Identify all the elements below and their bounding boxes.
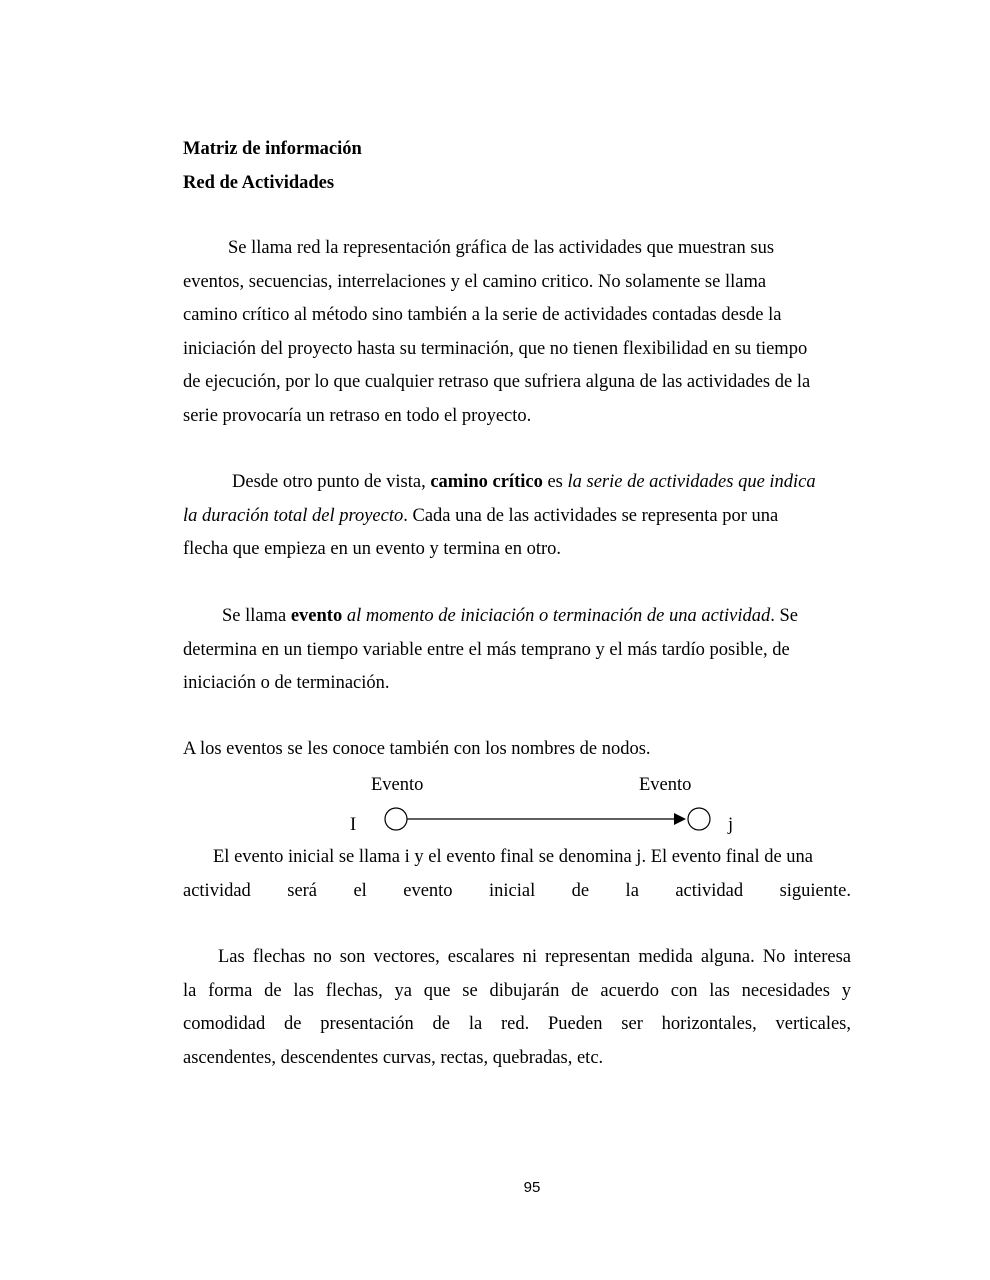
italic-definition: la serie de actividades que indica (567, 472, 816, 492)
text-line: de ejecución, por lo que cualquier retraso que sufriera alguna de las actividades de la (183, 372, 811, 392)
text-line: serie provocaría un retraso en todo el proyecto. (183, 405, 532, 426)
text-line: Se llama red la representación gráfica de las actividades que muestran sus (228, 238, 775, 258)
paragraph-evento-inicial-final (183, 841, 851, 908)
bold-term: evento (290, 606, 343, 626)
text-line: actividad será el evento inicial de la actividad siguiente. (183, 880, 851, 901)
diagram-label-evento-start: Evento (371, 775, 424, 795)
text-line: flecha que empieza en un evento y termina en otro. (183, 539, 562, 559)
text-line: iniciación del proyecto hasta su terminación, que no tienen flexibilidad en su tiempo (183, 338, 808, 359)
bold-term: camino crítico (430, 472, 543, 492)
end-node-circle (688, 808, 710, 830)
text-line (183, 466, 851, 500)
diagram-node-label-start: I (350, 815, 357, 835)
text-line (183, 500, 851, 534)
paragraph-evento (183, 600, 851, 701)
text-line: comodidad de presentación de la red. Pueden ser horizontales, verticales, (183, 1014, 851, 1034)
diagram-label-evento-end: Evento (639, 775, 692, 795)
text-line: determina en un tiempo variable entre el más temprano y el más tardío posible, de (183, 639, 790, 660)
paragraph-red-definition (183, 232, 851, 433)
text-line: A los eventos se les conoce también con los nombres de nodos. (183, 739, 651, 759)
text-span: Se llama (222, 606, 291, 626)
text-span: . Se (770, 606, 798, 626)
text-line: iniciación o de terminación. (183, 673, 390, 693)
arrowhead-icon (674, 813, 686, 825)
italic-definition: la duración total del proyecto (183, 505, 404, 526)
text-line (183, 600, 851, 634)
text-line: ascendentes, descendentes curvas, rectas, quebradas, etc. (183, 1047, 604, 1068)
text-span: Desde otro punto de vista, (232, 472, 431, 492)
text-span: es (542, 472, 568, 492)
paragraph-camino-critico (183, 466, 851, 567)
heading-matriz: Matriz de información (183, 139, 362, 159)
text-line: la forma de las flechas, ya que se dibujarán de acuerdo con las necesidades y (183, 980, 851, 1001)
start-node-circle (385, 808, 407, 830)
text-line: eventos, secuencias, interrelaciones y el camino critico. No solamente se llama (183, 271, 767, 292)
text-line: camino crítico al método sino también a la serie de actividades contadas desde la (183, 305, 782, 325)
page-number: 95 (523, 1179, 541, 1196)
italic-definition: al momento de iniciación o terminación de una actividad (346, 606, 771, 626)
paragraph-nodos (183, 733, 851, 767)
diagram-node-label-end: j (728, 815, 734, 835)
text-line: Las flechas no son vectores, escalares ni representan medida alguna. No interesa (218, 947, 851, 967)
text-span: . Cada una de las actividades se representa por una (403, 505, 779, 526)
heading-red-actividades: Red de Actividades (183, 173, 335, 193)
activity-arrow-diagram (370, 800, 730, 840)
paragraph-flechas (183, 941, 851, 1075)
text-line: El evento inicial se llama i y el evento final se denomina j. El evento final de una (213, 847, 814, 867)
